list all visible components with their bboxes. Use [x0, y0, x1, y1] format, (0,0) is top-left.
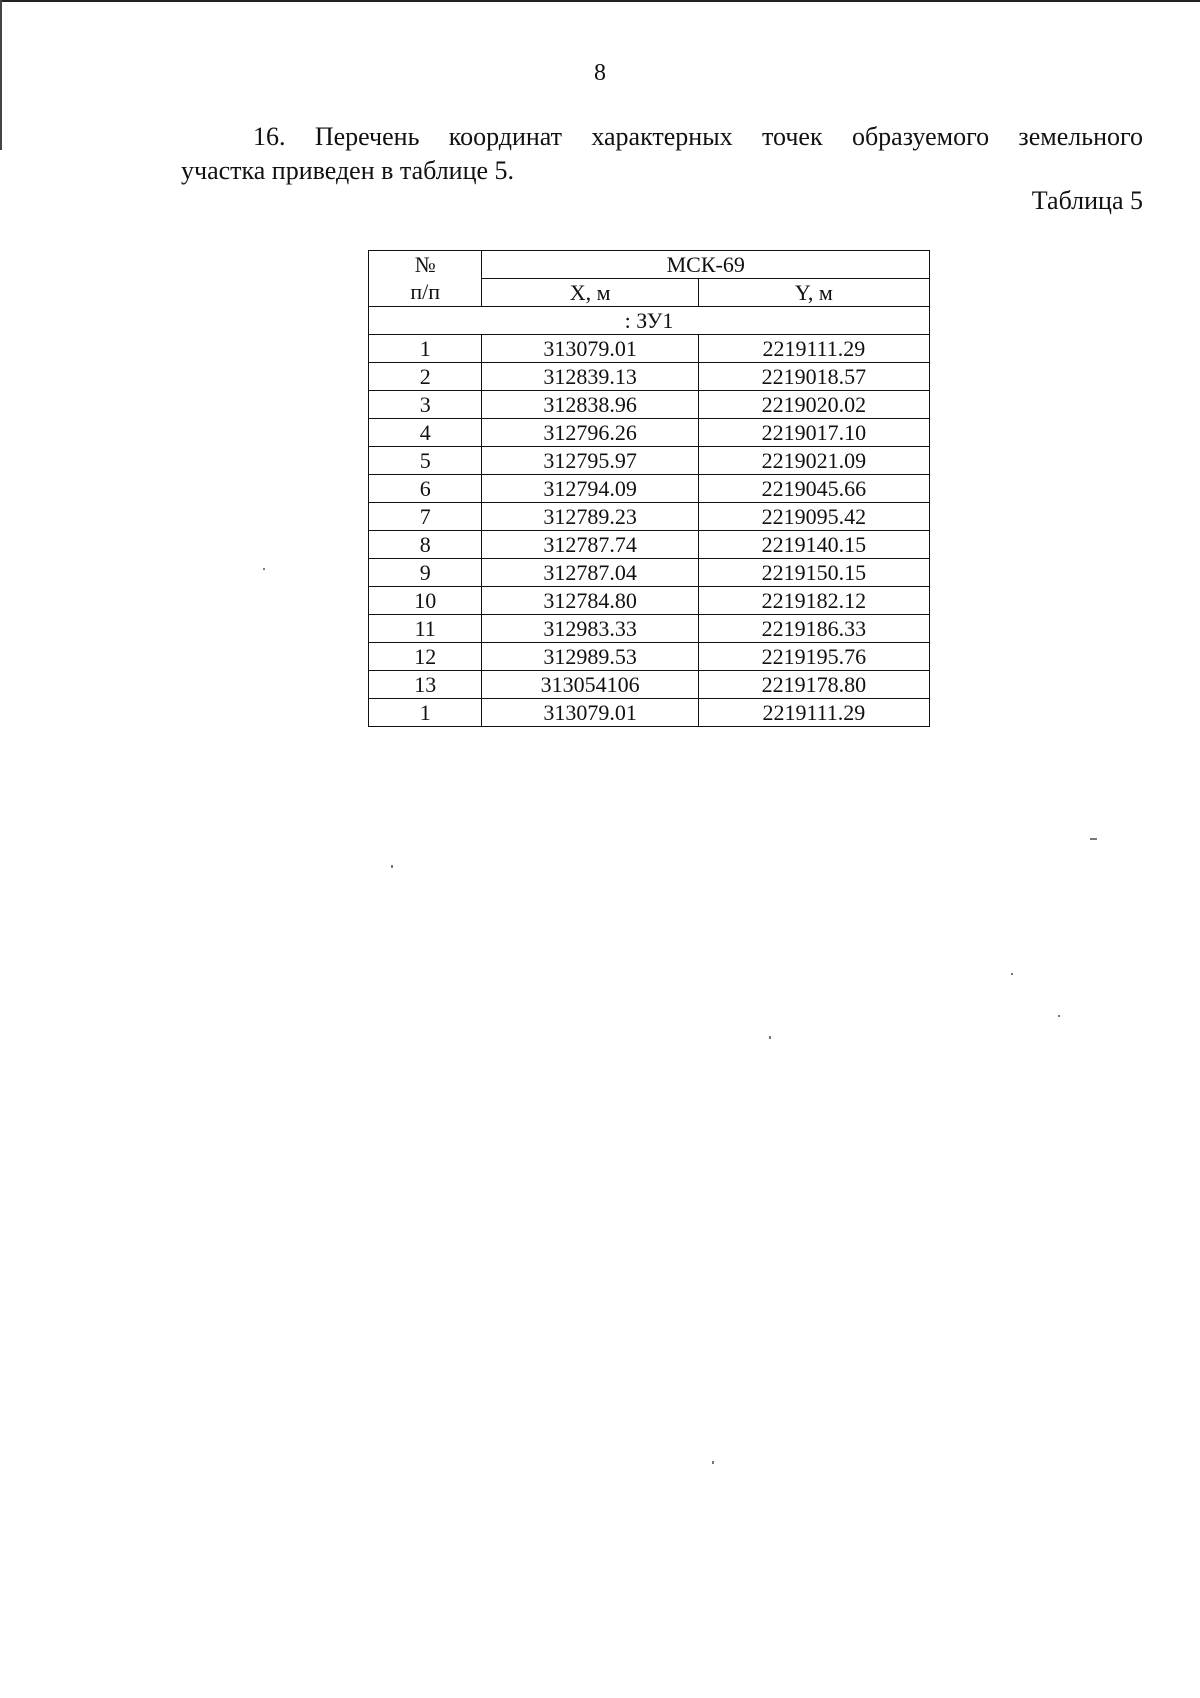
row-x-cell: 312784.80: [482, 587, 698, 615]
paragraph-line-1: 16. Перечень координат характерных точек образуемого земельного: [253, 122, 1143, 151]
row-y-cell: 2219186.33: [698, 615, 929, 643]
table-caption: Таблица 5: [1031, 186, 1143, 215]
row-y-cell: 2219150.15: [698, 559, 929, 587]
header-x: X, м: [482, 279, 698, 307]
header-y: Y, м: [698, 279, 929, 307]
table-row: [369, 643, 930, 671]
page-number-text: 8: [594, 60, 606, 86]
row-x-cell: 313079.01: [482, 335, 698, 363]
row-y-cell: 2219045.66: [698, 475, 929, 503]
paragraph-line-2: участка приведен в таблице 5.: [181, 156, 515, 185]
page-number: [0, 60, 1200, 87]
table-header-row-1: [369, 251, 930, 279]
row-y-cell: 2219018.57: [698, 363, 929, 391]
row-number-cell: 7: [369, 503, 482, 531]
scan-speck: [1058, 1015, 1060, 1017]
row-x-cell: 313054106: [482, 671, 698, 699]
section-label: : ЗУ1: [369, 307, 930, 335]
row-x-cell: 312787.74: [482, 531, 698, 559]
row-y-cell: 2219021.09: [698, 447, 929, 475]
paragraph: [181, 120, 1143, 188]
row-number-cell: 8: [369, 531, 482, 559]
scan-speck: [263, 568, 265, 570]
scan-speck: [391, 865, 393, 868]
scan-speck: [1090, 838, 1097, 840]
row-x-cell: 312789.23: [482, 503, 698, 531]
row-number-cell: 1: [369, 335, 482, 363]
header-coordinate-system: МСК-69: [482, 251, 930, 279]
row-number-cell: 10: [369, 587, 482, 615]
row-x-cell: 312983.33: [482, 615, 698, 643]
row-number-cell: 3: [369, 391, 482, 419]
row-x-cell: 312796.26: [482, 419, 698, 447]
row-x-cell: 312989.53: [482, 643, 698, 671]
row-y-cell: 2219195.76: [698, 643, 929, 671]
row-y-cell: 2219095.42: [698, 503, 929, 531]
coordinates-table: [368, 250, 930, 727]
row-x-cell: 312795.97: [482, 447, 698, 475]
row-number-cell: 6: [369, 475, 482, 503]
row-number-cell: 2: [369, 363, 482, 391]
section-row: [369, 307, 930, 335]
table-row: [369, 363, 930, 391]
table-row: [369, 447, 930, 475]
row-number-cell: 4: [369, 419, 482, 447]
table-row: [369, 615, 930, 643]
table-body: [369, 307, 930, 727]
row-x-cell: 312787.04: [482, 559, 698, 587]
row-y-cell: 2219111.29: [698, 699, 929, 727]
table-row: [369, 335, 930, 363]
table-row: [369, 503, 930, 531]
table-row: [369, 587, 930, 615]
row-y-cell: 2219111.29: [698, 335, 929, 363]
row-x-cell: 312794.09: [482, 475, 698, 503]
row-x-cell: 312838.96: [482, 391, 698, 419]
scan-speck: [1011, 973, 1013, 975]
row-number-cell: 5: [369, 447, 482, 475]
row-y-cell: 2219182.12: [698, 587, 929, 615]
scan-speck: [712, 1461, 714, 1464]
table-row: [369, 419, 930, 447]
header-number-cell: [369, 251, 482, 307]
row-x-cell: 312839.13: [482, 363, 698, 391]
scan-speck: [769, 1036, 771, 1039]
table-row: [369, 699, 930, 727]
row-y-cell: 2219178.80: [698, 671, 929, 699]
table-row: [369, 671, 930, 699]
table-row: [369, 475, 930, 503]
header-number-top: №: [414, 252, 436, 277]
row-number-cell: 9: [369, 559, 482, 587]
table-row: [369, 391, 930, 419]
row-number-cell: 11: [369, 615, 482, 643]
header-number-bottom: п/п: [410, 279, 441, 304]
row-y-cell: 2219020.02: [698, 391, 929, 419]
row-number-cell: 13: [369, 671, 482, 699]
row-y-cell: 2219140.15: [698, 531, 929, 559]
row-number-cell: 1: [369, 699, 482, 727]
row-number-cell: 12: [369, 643, 482, 671]
scan-edge-top: [0, 0, 1200, 2]
row-y-cell: 2219017.10: [698, 419, 929, 447]
row-x-cell: 313079.01: [482, 699, 698, 727]
table-row: [369, 559, 930, 587]
table-row: [369, 531, 930, 559]
